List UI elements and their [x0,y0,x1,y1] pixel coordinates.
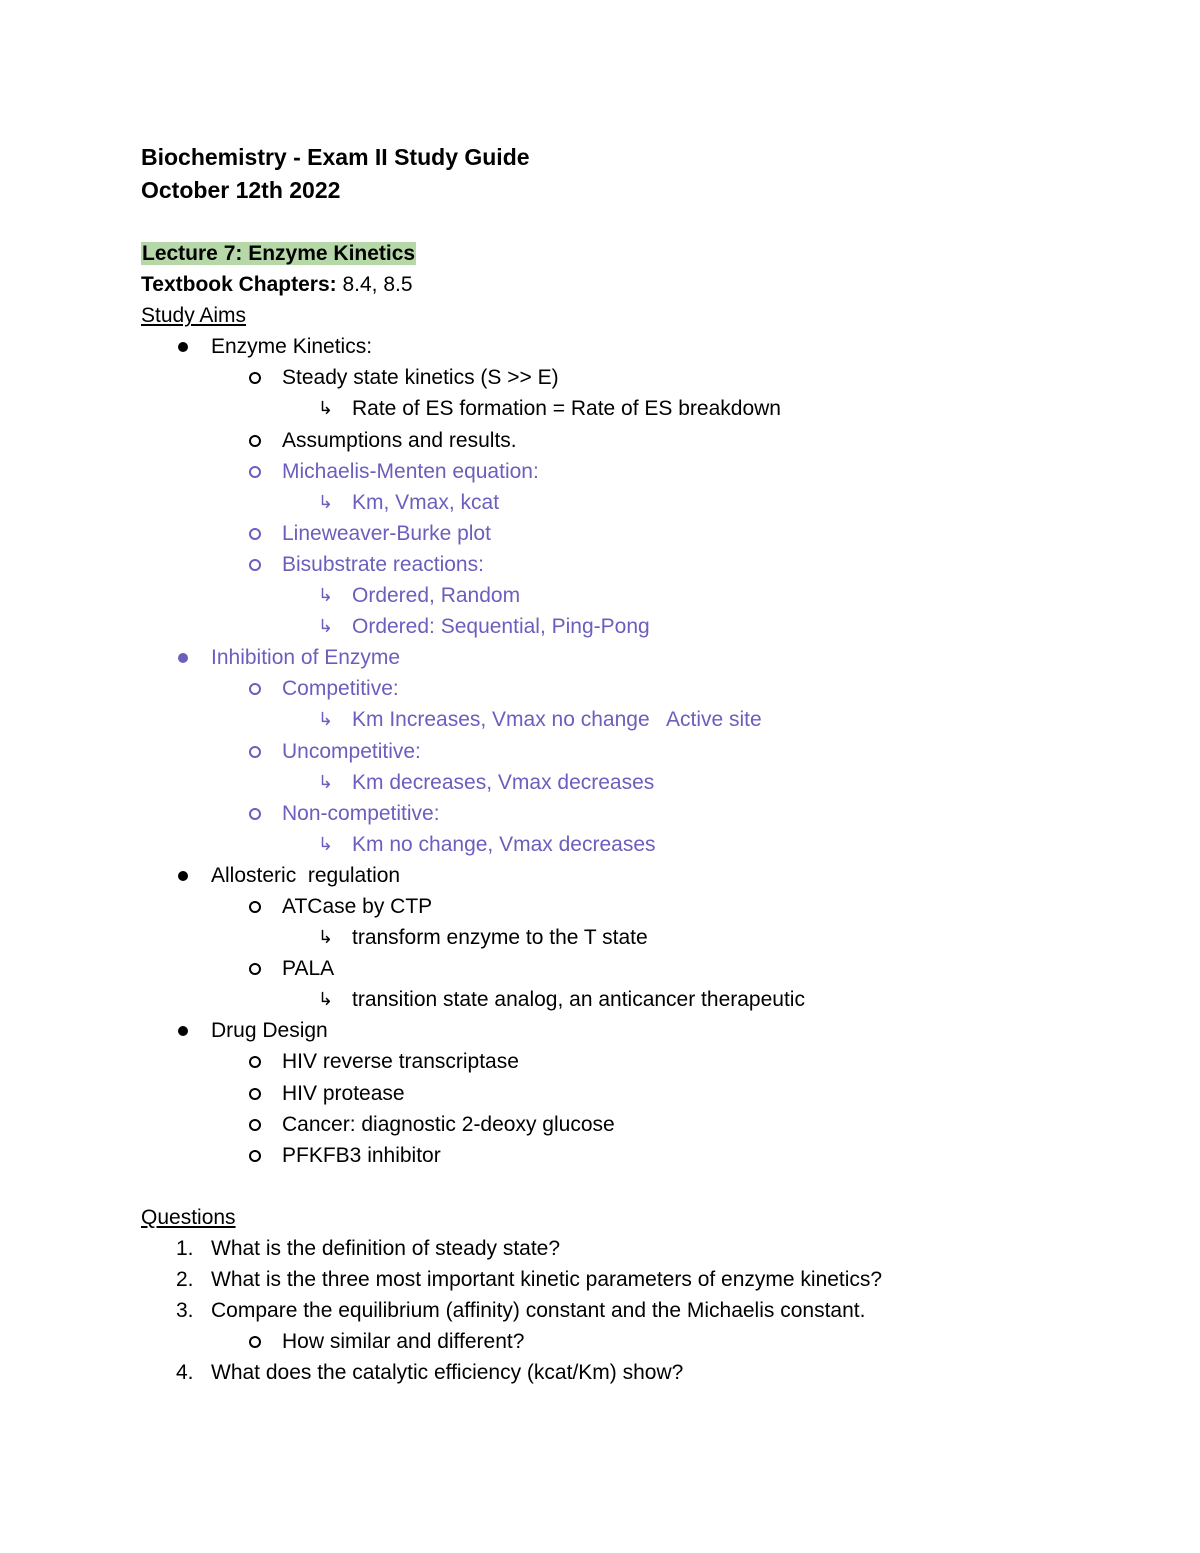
list-item: PALA [141,953,1101,984]
list-item: Bisubstrate reactions: [141,549,1101,580]
list-item: ↳ transform enzyme to the T state [141,922,1101,953]
question-item: 1. What is the definition of steady state? [141,1233,1101,1264]
bullet-disc-icon [178,1015,188,1046]
list-item: ↳ Ordered, Random [141,580,1101,611]
list-item: Michaelis-Menten equation: [141,456,1101,487]
list-item: Inhibition of Enzyme [141,642,1101,673]
bullet-disc-icon [178,642,188,673]
question-subitem: How similar and different? [141,1326,1101,1357]
spacer [141,207,1101,238]
list-item: Uncompetitive: [141,736,1101,767]
bullet-circle-icon [249,425,261,457]
bullet-circle-icon [249,953,261,985]
list-item: ↳ transition state analog, an anticancer therapeutic [141,984,1101,1015]
list-item: PFKFB3 inhibitor [141,1140,1101,1171]
bullet-circle-icon [249,1078,261,1110]
arrow-return-icon: ↳ [318,833,334,854]
bullet-circle-icon [249,673,261,705]
arrow-return-icon: ↳ [318,398,334,419]
document-date: October 12th 2022 [141,177,341,203]
bullet-circle-icon [249,736,261,768]
arrow-return-icon: ↳ [318,491,334,512]
list-item: HIV reverse transcriptase [141,1046,1101,1077]
list-item: Drug Design [141,1015,1101,1046]
arrow-return-icon: ↳ [318,989,334,1010]
lecture-heading-line [141,238,1101,269]
document-page [141,141,1101,1388]
list-item: HIV protease [141,1078,1101,1109]
list-item: Steady state kinetics (S >> E) [141,362,1101,393]
question-item: 2. What is the three most important kinetic parameters of enzyme kinetics? [141,1264,1101,1295]
arrow-return-icon: ↳ [318,927,334,948]
question-number: 3. [176,1299,194,1323]
list-item: ↳ Ordered: Sequential, Ping-Pong [141,611,1101,642]
bullet-circle-icon [249,362,261,394]
chapters-value: 8.4, 8.5 [336,273,413,297]
bullet-circle-icon [249,456,261,488]
list-item: ↳ Km, Vmax, kcat [141,487,1101,518]
bullet-disc-icon [178,331,188,362]
list-item: Enzyme Kinetics: [141,331,1101,362]
bullet-circle-icon [249,549,261,581]
question-item: 4. What does the catalytic efficiency (kcat/Km) show? [141,1357,1101,1388]
document-title: Biochemistry - Exam II Study Guide [141,144,530,170]
list-item: ↳ Km no change, Vmax decreases [141,829,1101,860]
list-item: ATCase by CTP [141,891,1101,922]
bullet-circle-icon [249,1046,261,1078]
textbook-chapters-line [141,269,1101,300]
study-aims-line [141,300,1101,331]
study-aims-label: Study Aims [141,304,247,328]
bullet-circle-icon [249,1326,261,1358]
chapters-label: Textbook Chapters: [141,273,337,297]
list-item: Non-competitive: [141,798,1101,829]
question-item: 3. Compare the equilibrium (affinity) constant and the Michaelis constant. [141,1295,1101,1326]
bullet-circle-icon [249,518,261,550]
list-item: ↳ Rate of ES formation = Rate of ES breakdown [141,393,1101,424]
lecture-heading: Lecture 7: Enzyme Kinetics [142,242,416,265]
arrow-return-icon: ↳ [318,585,334,606]
list-item: Competitive: [141,673,1101,704]
questions-line [141,1202,1101,1233]
arrow-return-icon: ↳ [318,709,334,730]
arrow-return-icon: ↳ [318,616,334,637]
spacer [141,1171,1101,1202]
arrow-return-icon: ↳ [318,771,334,792]
list-item: Cancer: diagnostic 2-deoxy glucose [141,1109,1101,1140]
bullet-disc-icon [178,860,188,891]
bullet-circle-icon [249,798,261,830]
list-item: ↳ Km decreases, Vmax decreases [141,767,1101,798]
list-item: Assumptions and results. [141,425,1101,456]
list-item: ↳ Km Increases, Vmax no change Active site [141,704,1101,735]
list-item: Lineweaver-Burke plot [141,518,1101,549]
question-number: 4. [176,1361,194,1385]
list-item: Allosteric regulation [141,860,1101,891]
question-number: 1. [176,1236,194,1260]
question-number: 2. [176,1268,194,1291]
bullet-circle-icon [249,891,261,923]
bullet-circle-icon [249,1140,261,1172]
bullet-circle-icon [249,1109,261,1141]
questions-label: Questions [141,1205,236,1229]
